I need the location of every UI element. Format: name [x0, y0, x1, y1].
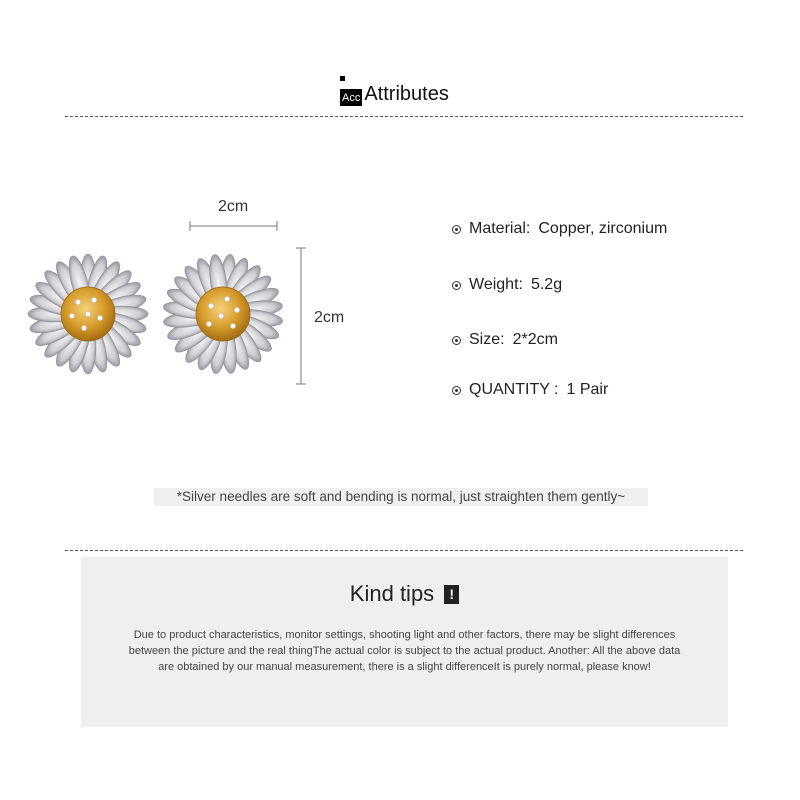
- attribute-label: QUANTITY :: [469, 381, 559, 398]
- bullet-icon: [452, 386, 461, 395]
- bullet-icon: [452, 281, 461, 290]
- kind-tips-body: Due to product characteristics, monitor settings, shooting light and other factors, there may be slight differences between the picture and the real thingThe actual color is subject to the actual product. Another: All the above data are obtained by our manual measurement, there is a slight differenceIt is purely normal, please know!: [128, 629, 681, 673]
- attribute-row-quantity: [452, 381, 608, 399]
- bullet-icon: [452, 225, 461, 234]
- section-header: [340, 76, 449, 106]
- attribute-value: 1 Pair: [566, 381, 609, 398]
- width-dimension-label: 2cm: [218, 198, 249, 215]
- attribute-row-weight: [452, 276, 562, 294]
- exclamation-icon: !: [444, 585, 459, 604]
- attribute-value: Copper, zirconium: [538, 220, 668, 237]
- attribute-row-material: [452, 220, 667, 238]
- attribute-label: Size:: [469, 331, 505, 348]
- care-note: *Silver needles are soft and bending is normal, just straighten them gently~: [154, 488, 648, 506]
- title-dot-decoration: [340, 76, 345, 81]
- attribute-value: 2*2cm: [512, 331, 558, 348]
- height-dimension-label: 2cm: [314, 309, 345, 326]
- height-dimension-line: [294, 246, 308, 388]
- earring-left: [28, 254, 148, 374]
- width-dimension-line: [188, 220, 280, 232]
- title-badge: Acc: [340, 89, 362, 106]
- attribute-row-size: [452, 331, 558, 349]
- kind-tips-title: Kind tips: [349, 581, 435, 606]
- page-title: Attributes: [364, 83, 449, 105]
- attribute-label: Material:: [469, 220, 531, 237]
- earring-right: [162, 253, 283, 374]
- bullet-icon: [452, 336, 461, 345]
- product-image: [20, 240, 290, 385]
- kind-tips-panel: [81, 557, 728, 727]
- divider-top: [65, 116, 743, 117]
- attribute-value: 5.2g: [530, 276, 563, 293]
- kind-tips-heading: [81, 581, 728, 607]
- divider-bottom: [65, 550, 743, 551]
- attribute-label: Weight:: [469, 276, 523, 293]
